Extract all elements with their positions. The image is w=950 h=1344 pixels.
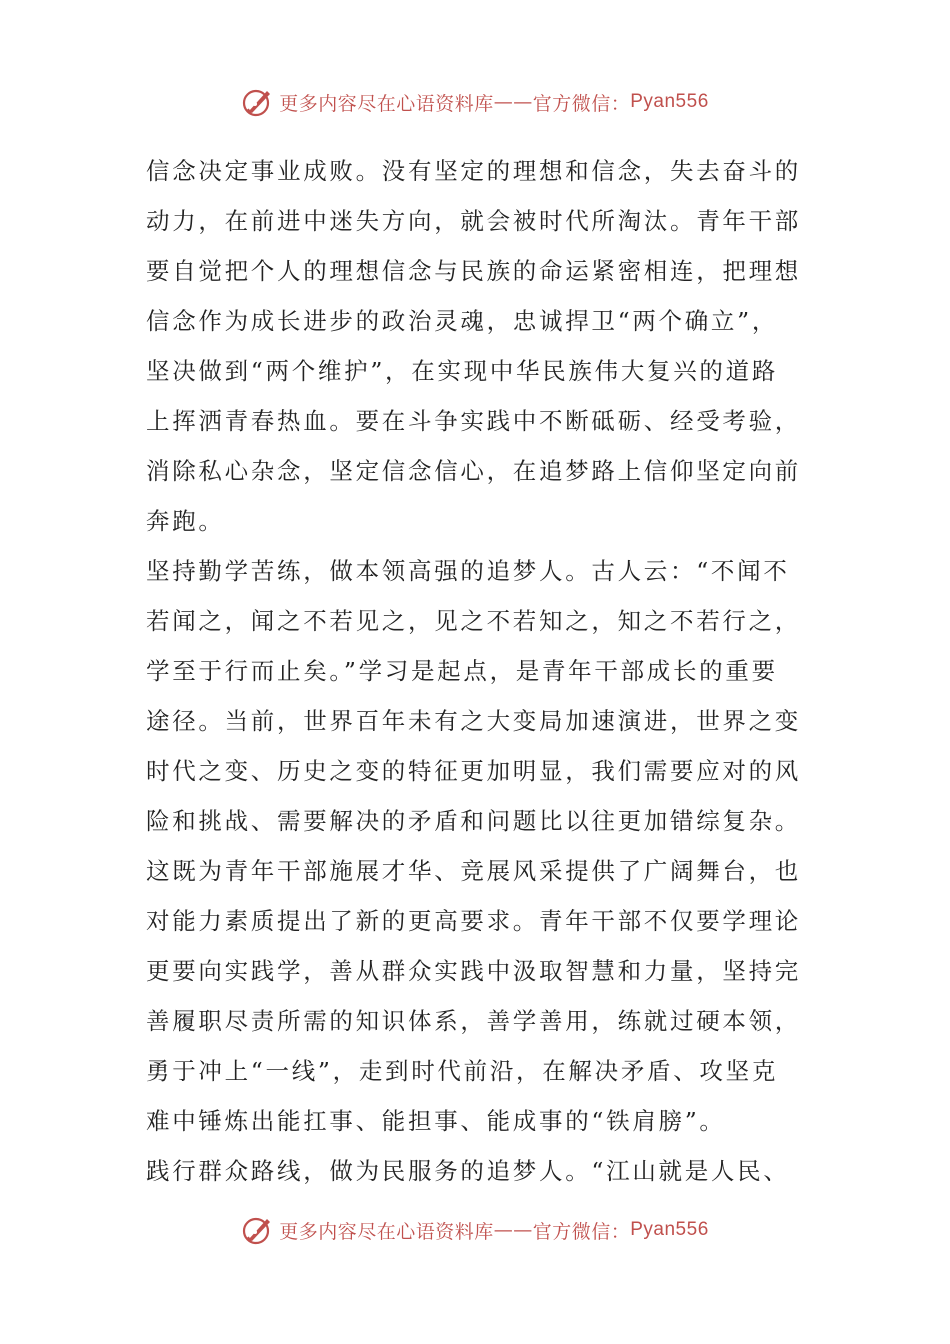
quill-pen-seal-icon [241, 1213, 275, 1247]
text-line: 更要向实践学，善从群众实践中汲取智慧和力量，坚持完 [146, 957, 801, 985]
text-line: 勇于冲上“一线”，走到时代前沿，在解决矛盾、攻坚克 [146, 1057, 779, 1085]
watermark-contact-label: 官方微信： [532, 92, 631, 115]
text-line: 奔跑。 [146, 507, 225, 535]
footer-watermark [0, 1210, 950, 1250]
document-body [146, 146, 808, 1196]
text-line: 难中锤炼出能扛事、能担事、能成事的“铁肩膀”。 [146, 1107, 726, 1135]
text-line: 时代之变、历史之变的特征更加明显，我们需要应对的风 [146, 757, 801, 785]
text-line: 学至于行而止矣。”学习是起点，是青年干部成长的重要 [146, 657, 778, 685]
text-line: 途径。当前，世界百年未有之大变局加速演进，世界之变 [146, 707, 801, 735]
watermark-wechat-id: Pyan556 [630, 1219, 709, 1240]
watermark-brand: 更多内容尽在心语资料库 [279, 1220, 494, 1243]
text-line: 坚决做到“两个维护”，在实现中华民族伟大复兴的道路 [146, 357, 779, 385]
text-line: 对能力素质提出了新的更高要求。青年干部不仅要学理论 [146, 907, 801, 935]
quill-pen-seal-icon [241, 85, 275, 119]
header-watermark [0, 82, 950, 122]
watermark-dash: —— [493, 1219, 533, 1241]
text-line: 要自觉把个人的理想信念与民族的命运紧密相连，把理想 [146, 257, 801, 285]
text-line: 信念作为成长进步的政治灵魂，忠诚捍卫“两个确立”， [146, 307, 779, 335]
text-line: 践行群众路线，做为民服务的追梦人。“江山就是人民、 [146, 1157, 790, 1185]
watermark-contact-label: 官方微信： [532, 1220, 631, 1243]
text-line: 善履职尽责所需的知识体系，善学善用，练就过硬本领， [146, 1007, 801, 1035]
text-line: 这既为青年干部施展才华、竞展风采提供了广阔舞台，也 [146, 857, 801, 885]
text-line: 若闻之，闻之不若见之，见之不若知之，知之不若行之， [146, 607, 801, 635]
text-line: 动力，在前进中迷失方向，就会被时代所淘汰。青年干部 [146, 207, 801, 235]
text-line: 上挥洒青春热血。要在斗争实践中不断砥砺、经受考验， [146, 407, 801, 435]
watermark-dash: —— [493, 91, 533, 113]
watermark-wechat-id: Pyan556 [630, 91, 709, 112]
text-line: 信念决定事业成败。没有坚定的理想和信念，失去奋斗的 [146, 157, 801, 185]
text-line: 险和挑战、需要解决的矛盾和问题比以往更加错综复杂。 [146, 807, 801, 835]
watermark-brand: 更多内容尽在心语资料库 [279, 92, 494, 115]
text-line: 坚持勤学苦练，做本领高强的追梦人。古人云：“不闻不 [146, 557, 790, 585]
text-line: 消除私心杂念，坚定信念信心，在追梦路上信仰坚定向前 [146, 457, 801, 485]
